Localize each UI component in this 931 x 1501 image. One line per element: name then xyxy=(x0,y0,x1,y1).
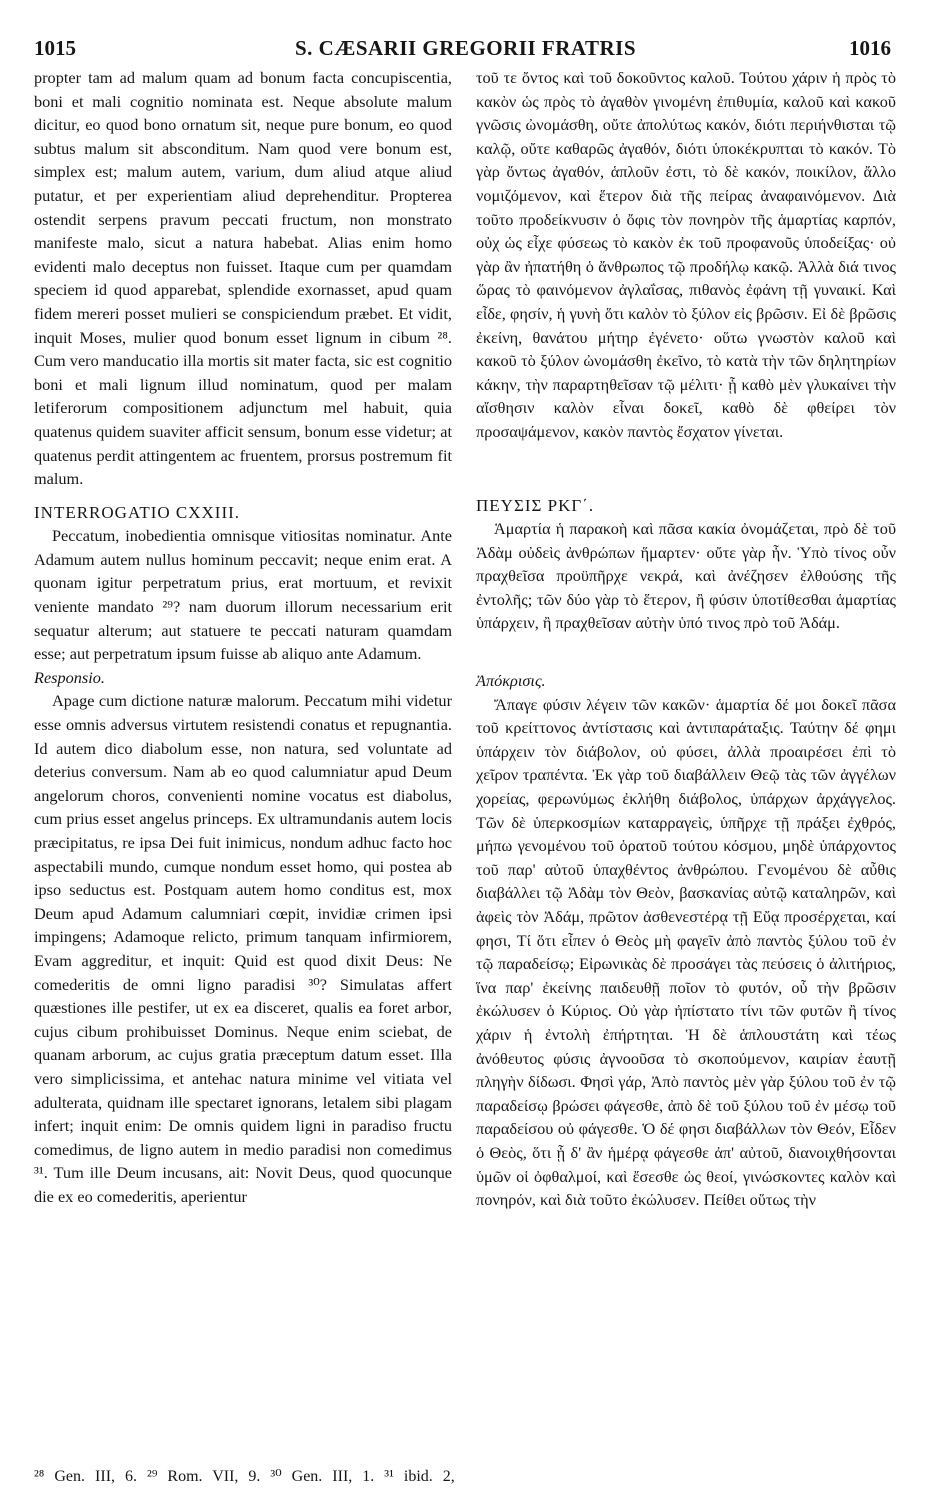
latin-interrogatio-heading: INTERROGATIO CXXIII. xyxy=(34,502,241,522)
footnotes: ²⁸ Gen. III, 6. ²⁹ Rom. VII, 9. ³⁰ Gen. III, 1. ³¹ ibid. 2, xyxy=(34,1468,455,1485)
latin-column xyxy=(34,66,452,1209)
greek-peusis-heading: ΠΕΥΣΙΣ ΡΚΓ΄. xyxy=(476,495,595,515)
greek-column xyxy=(476,66,896,1212)
greek-apokrisis-heading: Ἀπόκρισις. xyxy=(476,671,546,691)
greek-paragraph-continued: τοῦ τε ὄντος καὶ τοῦ δοκοῦντος καλοῦ. Τούτου χάριν ἡ πρὸς τὸ κακὸν ὡς πρὸς τὸ ἀγαθὸν γινομένη ἐπιθυμία, καλοῦ καὶ κακοῦ γνῶσις ὠνομάσθη, οὔτε ἀπολύτως κακόν, διότι περιήνθισται τῷ καλῷ, οὔτε καθαρῶς ἀγαθόν, διότι ὑποκέκρυπται τὸ κακόν. Τὸ γὰρ ὄντως ἀγαθόν, ἁπλοῦν ἐστι, τὸ δὲ κακόν, ποικίλον, ἄλλο νομιζόμενον, καὶ ἕτερον διὰ τῆς πείρας ἀναφαινόμενον. Διὰ τοῦτο προδείκνυσιν ὁ ὄφις τὸν πονηρὸν τῆς ἁμαρτίας καρπόν, οὐχ ὡς εἶχε φύσεως τὸ κακὸν ἐκ τοῦ προφανοῦς ὑποδείξας· οὐ γὰρ ἂν ἠπατήθη ὁ ἄνθρωπος τῷ προδήλῳ κακῷ. Ἀλλὰ διά τινος ὥρας τὸ φαινόμενον ἀγλαΐσας, πιθανὸς ἐφάνη τῇ γυναικί. Καὶ εἶδε, φησίν, ἡ γυνὴ ὅτι καλὸν τὸ ξύλον εἰς βρῶσιν. Εἰ δὲ βρῶσις ἐκείνη, θανάτου μήτηρ ἐγένετο· οὕτω γνωστὸν καλοῦ καὶ κακοῦ τὸ ξύλον ὠνομάσθη ἐκεῖνο, τὸ κατὰ τὴν τῶν δηλητηρίων κάκην, τὴν παραρτηθεῖσαν τῷ μέλιτι· ᾗ καθὸ μὲν γλυκαίνει τὴν αἴσθησιν καλὸν εἶναι δοκεῖ, καθὸ δὲ φθείρει τὸν προσαψάμενον, κακὸν παντὸς ἔσχατον γίνεται. xyxy=(476,68,896,441)
latin-responsio-heading: Responsio. xyxy=(34,667,105,687)
latin-paragraph-continued: propter tam ad malum quam ad bonum facta concupiscentia, boni et mali cognitio nominata est. Neque absolute malum dicitur, eo quod bono ornatum sit, neque pure bonum, eo quod subtus malum sit absconditum. Nam quod vere bonum est, simplex est; malum autem, varium, dum aliud atque aliud putatur, et per experientiam aliud deprehenditur. Propterea ostendit serpens pravum peccati fructum, non monstrato manifeste malo, sicut a natura habebat. Alias enim homo evidenti malo deceptus non fuisset. Itaque cum per quamdam speciem id quod apparebat, splendide exornasset, apud quam fidem mereri posset mulieri se conspiciendum præbet. Et vidit, inquit Moses, mulier quod bonum esset lignum in cibum ²⁸. Cum vero manducatio illa mortis sit mater facta, sic est cognitio boni et mali lignum illud nominatum, quod per malam letiferorum compositionem adjunctum mel habuit, quia quatenus quidem suaviter afficit sensum, bonum esse videtur; at quatenus perdit attingentem ac fruentem, prorsus postremum fit malum. xyxy=(34,68,452,489)
right-page-number: 1016 xyxy=(849,36,891,60)
page-header xyxy=(0,0,931,60)
latin-interrogatio-text: Peccatum, inobedientia omnisque vitiositas nominatur. Ante Adamum autem nullus hominum peccavit; neque enim erat. A quonam igitur perpetratum prius, erat mortuum, et revixit veniente mandato ²⁹? nam duorum illorum necessarium erit sequatur alterum; aut statuere te peccati naturam quamdam esse; aut perpetratum ipsum fuisse ab aliquo ante Adamum. xyxy=(34,526,452,664)
greek-apokrisis-text: Ἄπαγε φύσιν λέγειν τῶν κακῶν· ἁμαρτία δέ μοι δοκεῖ πᾶσα τοῦ κρείττονος ἀντίστασις καὶ ἀντιπαράταξις. Ταύτην δέ φημι ὑπάρχειν τὸν διάβολον, οὐ φύσει, ἀλλὰ προαιρέσει ἐπὶ τὸ χεῖρον τραπέντα. Ἐκ γὰρ τοῦ διαβάλλειν Θεῷ τὰς τῶν ἀγγέλων χορείας, φερωνύμως ἐκλήθη διάβολος, ὑπάρχων ἀρχάγγελος. Τῶν δὲ ὑπερκοσμίων καταρραγεὶς, ὑπῆρχε τῇ πράξει ἐχθρός, μήπω γενομένου τοῦ ὁρατοῦ τούτου κόσμου, μηδὲ ὑπάρχοντος τοῦ παρ' αὐτοῦ ὑπαχθέντος ἀνθρώπου. Γενομένου δὲ αὖθις διαβάλλει τῷ Ἀδὰμ τὸν Θεὸν, βασκανίας αὐτῷ καταληρῶν, καὶ ἀφεὶς τὸν Ἀδάμ, πρῶτον ἀσθενεστέρᾳ τῇ Εὔᾳ προσέρχεται, καί φησι, Τί ὅτι εἶπεν ὁ Θεὸς μὴ φαγεῖν ἀπὸ παντὸς ξύλου τοῦ ἐν τῷ παραδείσῳ; Εἰρωνικὰς δὲ προσάγει τὰς πεύσεις ὁ ἀλιτήριος, ἵνα παρ' ἐκείνης παιδευθῇ ποῖον τὸ φυτόν, οὗ τὴν βρῶσιν ἐκώλυσεν ὁ Κύριος. Οὐ γὰρ ἠπίστατο τίνι τῶν φυτῶν ἢ τίνος χάριν ἡ ἐντολὴ ἐπήρτηται. Ἡ δὲ ἁπλουστάτη καὶ τέως ἀνόθευτος φύσις ἀγνοοῦσα τὸ σκοπούμενον, καιρίαν ἑαυτῇ πληγὴν δίδωσι. Φησὶ γάρ, Ἀπὸ παντὸς μὲν γὰρ ξύλου τοῦ ἐν τῷ παραδείσῳ βρώσει φάγεσθε, ἀπὸ δὲ τοῦ ξύλου τοῦ ἐν μέσῳ τοῦ παραδείσου οὐ φάγεσθε. Ὁ δέ φησι διαβάλλων τὸν Θεόν, Εἶδεν ὁ Θεὸς, ὅτι ᾗ δ' ἂν ἡμέρᾳ φάγεσθε ἀπ' αὐτοῦ, διανοιχθήσονται ὑμῶν οἱ ὀφθαλμοί, καὶ ἔσεσθε ὡς θεοί, γινώσκοντες καλὸν καὶ πονηρόν, καὶ διὰ τοῦτο ἐκώλυσεν. Πείθει οὕτως τὴν xyxy=(476,694,896,1210)
greek-peusis-text: Ἁμαρτία ἡ παρακοὴ καὶ πᾶσα κακία ὀνομάζεται, πρὸ δὲ τοῦ Ἀδὰμ οὐδεὶς ἀνθρώπων ἥμαρτεν· οὔτε γὰρ ἦν. Ὑπὸ τίνος οὖν πραχθεῖσα προϋπῆρχε νεκρά, καὶ ἀνέζησεν ἐλθούσης τῆς ἐντολῆς; τῶν δύο γὰρ τὸ ἕτερον, ἢ φύσιν ὑποτίθεσθαι ἁμαρτίας ὑπάρχειν, ἢ πραχθεῖσαν αὐτὴν ὑπό τινος πρὸ τοῦ Ἀδάμ. xyxy=(476,519,896,633)
running-title: S. CÆSARII GREGORII FRATRIS xyxy=(294,36,636,60)
left-page-number: 1015 xyxy=(34,36,76,60)
latin-responsio-text: Apage cum dictione naturæ malorum. Peccatum mihi videtur esse omnis adversus virtutem resistendi conatus et repugnantia. Id autem dico diabolum esse, non natura, sed voluntate ad deterius conversum. Nam ab eo quod calumniatur apud Deum angelorum choros, convenienti nomine vocatus est diabolus, cum prius esset angelus princeps. Ex ultramundanis autem locis præcipitatus, re ipsa Dei fuit inimicus, nondum adhuc facto hoc aspectabili mundo, cumque nondum esset homo, qui postea ab ipso seductus est. Postquam autem homo conditus est, mox Deum apud Adamum calumniari cœpit, invidiæ crimen ipsi impingens; Adamoque relicto, primum tanquam infirmiorem, Evam aggreditur, et inquit: Quid est quod dixit Deus: Ne comederitis de omni ligno paradisi ³⁰? Simulatas affert quæstiones ille pestifer, ut ex ea disceret, qualis ea foret arbor, cujus cibum prohibuisset Dominus. Neque enim sciebat, de quanam arborum, ac cujus gratia præceptum datum esset. Illa vero simplicissima, et antehac natura minime vel vitiata vel adulterata, quidnam ille spectaret ignorans, letalem sibi plagam infert; inquit enim: De omnis quidem ligni in paradiso fructu comedimus, de ligno autem in medio paradisi non comedimus ³¹. Tum ille Deum incusans, ait: Novit Deus, quod quocunque die ex eo comederitis, aperientur xyxy=(34,691,452,1206)
